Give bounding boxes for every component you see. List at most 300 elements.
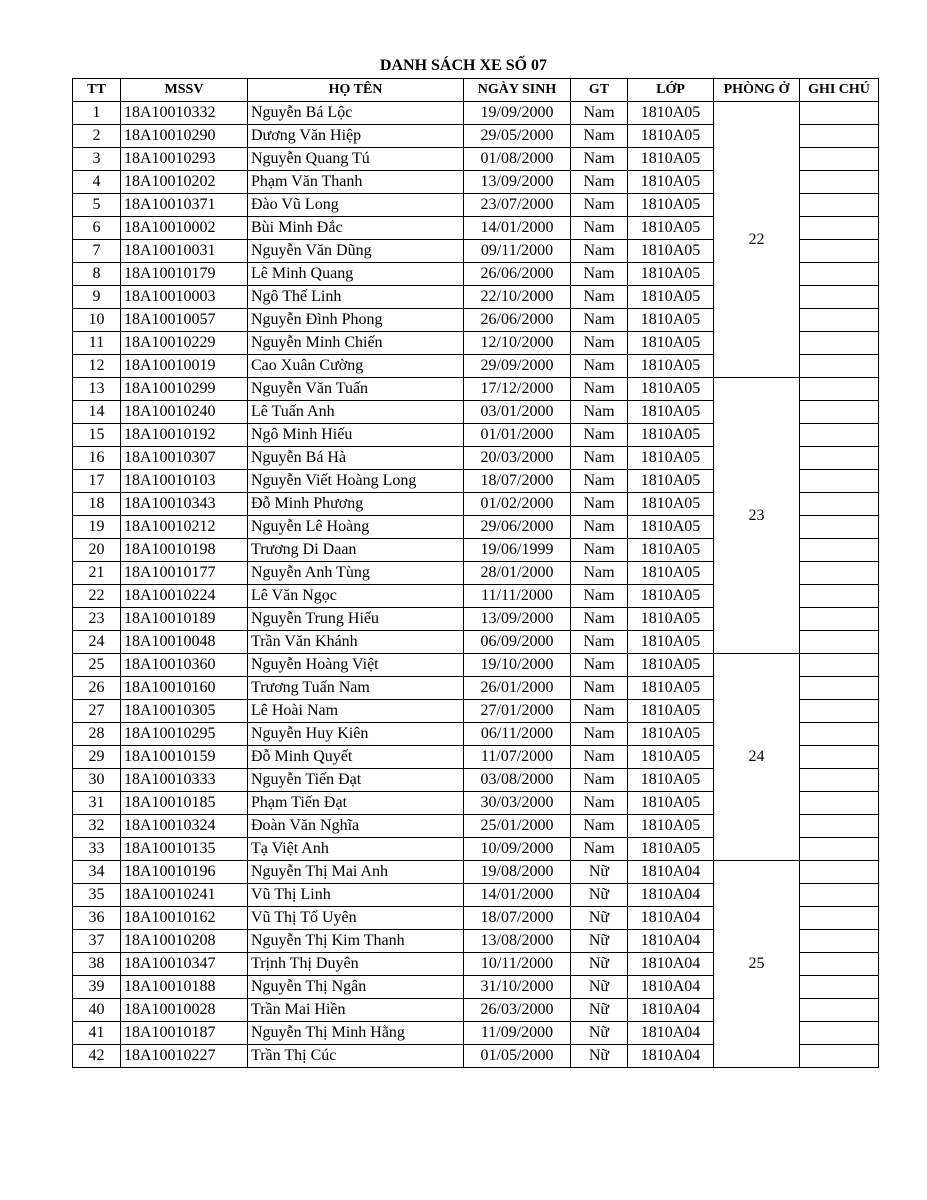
cell-mssv: 18A10010290 xyxy=(121,125,248,148)
cell-gt: Nữ xyxy=(571,953,628,976)
cell-gt: Nam xyxy=(571,654,628,677)
cell-tt: 27 xyxy=(73,700,121,723)
cell-tt: 24 xyxy=(73,631,121,654)
cell-ghi-chu xyxy=(800,677,879,700)
cell-mssv: 18A10010227 xyxy=(121,1045,248,1068)
cell-gt: Nam xyxy=(571,148,628,171)
cell-tt: 39 xyxy=(73,976,121,999)
cell-ngay-sinh: 03/01/2000 xyxy=(464,401,571,424)
cell-lop: 1810A05 xyxy=(628,838,714,861)
cell-tt: 17 xyxy=(73,470,121,493)
cell-gt: Nam xyxy=(571,240,628,263)
cell-ngay-sinh: 01/05/2000 xyxy=(464,1045,571,1068)
cell-gt: Nam xyxy=(571,746,628,769)
cell-ngay-sinh: 10/09/2000 xyxy=(464,838,571,861)
cell-tt: 15 xyxy=(73,424,121,447)
table-body xyxy=(73,102,879,1068)
cell-ghi-chu xyxy=(800,907,879,930)
table-row xyxy=(73,654,879,677)
cell-lop: 1810A05 xyxy=(628,585,714,608)
cell-ngay-sinh: 20/03/2000 xyxy=(464,447,571,470)
cell-ngay-sinh: 27/01/2000 xyxy=(464,700,571,723)
cell-ho-ten: Bùi Minh Đắc xyxy=(248,217,464,240)
cell-lop: 1810A05 xyxy=(628,217,714,240)
cell-ngay-sinh: 23/07/2000 xyxy=(464,194,571,217)
cell-tt: 31 xyxy=(73,792,121,815)
cell-ghi-chu xyxy=(800,378,879,401)
cell-ngay-sinh: 29/06/2000 xyxy=(464,516,571,539)
header-gt: GT xyxy=(571,79,628,102)
cell-ngay-sinh: 19/10/2000 xyxy=(464,654,571,677)
cell-mssv: 18A10010188 xyxy=(121,976,248,999)
cell-gt: Nam xyxy=(571,401,628,424)
cell-ho-ten: Nguyễn Bá Lộc xyxy=(248,102,464,125)
cell-ghi-chu xyxy=(800,953,879,976)
cell-mssv: 18A10010293 xyxy=(121,148,248,171)
cell-gt: Nam xyxy=(571,102,628,125)
cell-mssv: 18A10010187 xyxy=(121,1022,248,1045)
cell-mssv: 18A10010057 xyxy=(121,309,248,332)
cell-gt: Nữ xyxy=(571,861,628,884)
cell-gt: Nam xyxy=(571,700,628,723)
cell-ho-ten: Tạ Việt Anh xyxy=(248,838,464,861)
cell-ghi-chu xyxy=(800,516,879,539)
cell-lop: 1810A05 xyxy=(628,562,714,585)
cell-ngay-sinh: 11/11/2000 xyxy=(464,585,571,608)
cell-gt: Nam xyxy=(571,355,628,378)
cell-ho-ten: Nguyễn Thị Kim Thanh xyxy=(248,930,464,953)
header-phong-o: PHÒNG Ở xyxy=(714,79,800,102)
cell-ngay-sinh: 09/11/2000 xyxy=(464,240,571,263)
cell-mssv: 18A10010179 xyxy=(121,263,248,286)
cell-lop: 1810A05 xyxy=(628,700,714,723)
cell-mssv: 18A10010192 xyxy=(121,424,248,447)
cell-ho-ten: Vũ Thị Tố Uyên xyxy=(248,907,464,930)
cell-mssv: 18A10010003 xyxy=(121,286,248,309)
cell-ho-ten: Nguyễn Thị Minh Hằng xyxy=(248,1022,464,1045)
cell-lop: 1810A05 xyxy=(628,309,714,332)
cell-phong-o: 22 xyxy=(714,102,800,378)
cell-tt: 2 xyxy=(73,125,121,148)
cell-mssv: 18A10010196 xyxy=(121,861,248,884)
cell-ho-ten: Ngô Minh Hiếu xyxy=(248,424,464,447)
cell-tt: 33 xyxy=(73,838,121,861)
cell-ho-ten: Nguyễn Trung Hiếu xyxy=(248,608,464,631)
cell-ngay-sinh: 26/06/2000 xyxy=(464,263,571,286)
cell-ho-ten: Trần Mai Hiền xyxy=(248,999,464,1022)
cell-mssv: 18A10010299 xyxy=(121,378,248,401)
cell-mssv: 18A10010332 xyxy=(121,102,248,125)
cell-tt: 18 xyxy=(73,493,121,516)
cell-ho-ten: Nguyễn Bá Hà xyxy=(248,447,464,470)
cell-gt: Nữ xyxy=(571,907,628,930)
cell-ghi-chu xyxy=(800,447,879,470)
cell-ho-ten: Trần Văn Khánh xyxy=(248,631,464,654)
cell-tt: 4 xyxy=(73,171,121,194)
cell-ghi-chu xyxy=(800,585,879,608)
cell-ngay-sinh: 29/05/2000 xyxy=(464,125,571,148)
cell-lop: 1810A05 xyxy=(628,125,714,148)
cell-tt: 42 xyxy=(73,1045,121,1068)
cell-ho-ten: Lê Tuấn Anh xyxy=(248,401,464,424)
cell-ngay-sinh: 18/07/2000 xyxy=(464,470,571,493)
cell-gt: Nữ xyxy=(571,1022,628,1045)
cell-gt: Nam xyxy=(571,424,628,447)
cell-ho-ten: Đoàn Văn Nghĩa xyxy=(248,815,464,838)
cell-mssv: 18A10010307 xyxy=(121,447,248,470)
cell-tt: 22 xyxy=(73,585,121,608)
cell-lop: 1810A05 xyxy=(628,493,714,516)
cell-mssv: 18A10010212 xyxy=(121,516,248,539)
cell-ngay-sinh: 01/02/2000 xyxy=(464,493,571,516)
cell-mssv: 18A10010135 xyxy=(121,838,248,861)
cell-ghi-chu xyxy=(800,355,879,378)
cell-tt: 16 xyxy=(73,447,121,470)
cell-ho-ten: Nguyễn Minh Chiến xyxy=(248,332,464,355)
cell-mssv: 18A10010177 xyxy=(121,562,248,585)
cell-ho-ten: Nguyễn Thị Mai Anh xyxy=(248,861,464,884)
cell-ngay-sinh: 25/01/2000 xyxy=(464,815,571,838)
cell-tt: 7 xyxy=(73,240,121,263)
cell-tt: 40 xyxy=(73,999,121,1022)
cell-tt: 36 xyxy=(73,907,121,930)
cell-lop: 1810A05 xyxy=(628,631,714,654)
cell-mssv: 18A10010371 xyxy=(121,194,248,217)
cell-tt: 26 xyxy=(73,677,121,700)
table-row xyxy=(73,102,879,125)
cell-tt: 8 xyxy=(73,263,121,286)
cell-gt: Nam xyxy=(571,838,628,861)
cell-phong-o: 24 xyxy=(714,654,800,861)
cell-ngay-sinh: 11/09/2000 xyxy=(464,1022,571,1045)
cell-ghi-chu xyxy=(800,608,879,631)
cell-lop: 1810A05 xyxy=(628,378,714,401)
cell-gt: Nam xyxy=(571,631,628,654)
cell-ho-ten: Nguyễn Quang Tú xyxy=(248,148,464,171)
cell-lop: 1810A05 xyxy=(628,470,714,493)
cell-lop: 1810A05 xyxy=(628,746,714,769)
cell-ngay-sinh: 19/08/2000 xyxy=(464,861,571,884)
cell-ghi-chu xyxy=(800,1022,879,1045)
cell-gt: Nam xyxy=(571,539,628,562)
cell-ho-ten: Trương Tuấn Nam xyxy=(248,677,464,700)
cell-ho-ten: Nguyễn Huy Kiên xyxy=(248,723,464,746)
cell-gt: Nữ xyxy=(571,999,628,1022)
cell-ghi-chu xyxy=(800,539,879,562)
cell-tt: 34 xyxy=(73,861,121,884)
cell-ngay-sinh: 01/01/2000 xyxy=(464,424,571,447)
cell-ho-ten: Nguyễn Anh Tùng xyxy=(248,562,464,585)
cell-mssv: 18A10010241 xyxy=(121,884,248,907)
cell-ho-ten: Trần Thị Cúc xyxy=(248,1045,464,1068)
cell-lop: 1810A04 xyxy=(628,930,714,953)
cell-tt: 14 xyxy=(73,401,121,424)
cell-ghi-chu xyxy=(800,723,879,746)
cell-ghi-chu xyxy=(800,999,879,1022)
cell-ngay-sinh: 06/11/2000 xyxy=(464,723,571,746)
cell-tt: 21 xyxy=(73,562,121,585)
cell-ngay-sinh: 26/06/2000 xyxy=(464,309,571,332)
cell-ho-ten: Trương Di Daan xyxy=(248,539,464,562)
cell-gt: Nam xyxy=(571,792,628,815)
cell-gt: Nam xyxy=(571,493,628,516)
cell-mssv: 18A10010202 xyxy=(121,171,248,194)
cell-ngay-sinh: 17/12/2000 xyxy=(464,378,571,401)
cell-gt: Nam xyxy=(571,263,628,286)
cell-ho-ten: Nguyễn Văn Dũng xyxy=(248,240,464,263)
header-row xyxy=(73,79,879,102)
cell-lop: 1810A04 xyxy=(628,1022,714,1045)
cell-ghi-chu xyxy=(800,171,879,194)
cell-gt: Nam xyxy=(571,286,628,309)
cell-lop: 1810A05 xyxy=(628,516,714,539)
cell-ghi-chu xyxy=(800,838,879,861)
cell-tt: 6 xyxy=(73,217,121,240)
cell-lop: 1810A05 xyxy=(628,286,714,309)
cell-gt: Nữ xyxy=(571,930,628,953)
cell-mssv: 18A10010198 xyxy=(121,539,248,562)
cell-ghi-chu xyxy=(800,148,879,171)
cell-ghi-chu xyxy=(800,884,879,907)
cell-gt: Nam xyxy=(571,171,628,194)
cell-lop: 1810A05 xyxy=(628,102,714,125)
cell-ngay-sinh: 29/09/2000 xyxy=(464,355,571,378)
cell-ghi-chu xyxy=(800,493,879,516)
cell-lop: 1810A04 xyxy=(628,1045,714,1068)
cell-ghi-chu xyxy=(800,424,879,447)
cell-ngay-sinh: 26/01/2000 xyxy=(464,677,571,700)
cell-ngay-sinh: 19/09/2000 xyxy=(464,102,571,125)
cell-phong-o: 23 xyxy=(714,378,800,654)
cell-ho-ten: Nguyễn Thị Ngân xyxy=(248,976,464,999)
cell-ngay-sinh: 11/07/2000 xyxy=(464,746,571,769)
cell-gt: Nam xyxy=(571,585,628,608)
cell-mssv: 18A10010333 xyxy=(121,769,248,792)
cell-ghi-chu xyxy=(800,769,879,792)
cell-ho-ten: Cao Xuân Cường xyxy=(248,355,464,378)
cell-gt: Nam xyxy=(571,608,628,631)
cell-ghi-chu xyxy=(800,1045,879,1068)
cell-ngay-sinh: 03/08/2000 xyxy=(464,769,571,792)
cell-lop: 1810A04 xyxy=(628,953,714,976)
cell-ngay-sinh: 26/03/2000 xyxy=(464,999,571,1022)
cell-ho-ten: Trịnh Thị Duyên xyxy=(248,953,464,976)
cell-mssv: 18A10010347 xyxy=(121,953,248,976)
cell-mssv: 18A10010360 xyxy=(121,654,248,677)
header-ghi-chu: GHI CHÚ xyxy=(800,79,879,102)
cell-ghi-chu xyxy=(800,792,879,815)
table-row xyxy=(73,861,879,884)
cell-gt: Nam xyxy=(571,516,628,539)
cell-ngay-sinh: 12/10/2000 xyxy=(464,332,571,355)
cell-gt: Nam xyxy=(571,447,628,470)
cell-lop: 1810A05 xyxy=(628,424,714,447)
cell-tt: 38 xyxy=(73,953,121,976)
cell-ho-ten: Đỗ Minh Phương xyxy=(248,493,464,516)
cell-ghi-chu xyxy=(800,194,879,217)
cell-ngay-sinh: 01/08/2000 xyxy=(464,148,571,171)
cell-lop: 1810A04 xyxy=(628,907,714,930)
cell-ho-ten: Nguyễn Viết Hoàng Long xyxy=(248,470,464,493)
cell-ngay-sinh: 19/06/1999 xyxy=(464,539,571,562)
student-table xyxy=(72,78,879,1068)
cell-lop: 1810A05 xyxy=(628,148,714,171)
cell-gt: Nữ xyxy=(571,1045,628,1068)
cell-tt: 9 xyxy=(73,286,121,309)
table-row xyxy=(73,378,879,401)
page-title: DANH SÁCH XE SỐ 07 xyxy=(379,57,548,74)
cell-lop: 1810A05 xyxy=(628,539,714,562)
cell-tt: 13 xyxy=(73,378,121,401)
cell-phong-o: 25 xyxy=(714,861,800,1068)
cell-ho-ten: Dương Văn Hiệp xyxy=(248,125,464,148)
cell-ghi-chu xyxy=(800,401,879,424)
cell-ghi-chu xyxy=(800,470,879,493)
cell-ho-ten: Nguyễn Tiến Đạt xyxy=(248,769,464,792)
cell-lop: 1810A05 xyxy=(628,355,714,378)
cell-ho-ten: Nguyễn Văn Tuấn xyxy=(248,378,464,401)
cell-tt: 30 xyxy=(73,769,121,792)
cell-ngay-sinh: 18/07/2000 xyxy=(464,907,571,930)
cell-tt: 19 xyxy=(73,516,121,539)
cell-tt: 20 xyxy=(73,539,121,562)
cell-gt: Nam xyxy=(571,125,628,148)
cell-ngay-sinh: 13/08/2000 xyxy=(464,930,571,953)
cell-gt: Nam xyxy=(571,332,628,355)
cell-ngay-sinh: 14/01/2000 xyxy=(464,217,571,240)
cell-ho-ten: Đào Vũ Long xyxy=(248,194,464,217)
cell-lop: 1810A04 xyxy=(628,999,714,1022)
cell-gt: Nam xyxy=(571,723,628,746)
cell-mssv: 18A10010324 xyxy=(121,815,248,838)
cell-ghi-chu xyxy=(800,930,879,953)
cell-mssv: 18A10010305 xyxy=(121,700,248,723)
cell-tt: 29 xyxy=(73,746,121,769)
cell-ngay-sinh: 22/10/2000 xyxy=(464,286,571,309)
cell-gt: Nam xyxy=(571,562,628,585)
cell-lop: 1810A04 xyxy=(628,861,714,884)
cell-mssv: 18A10010224 xyxy=(121,585,248,608)
cell-ghi-chu xyxy=(800,815,879,838)
cell-tt: 28 xyxy=(73,723,121,746)
cell-gt: Nam xyxy=(571,309,628,332)
cell-tt: 3 xyxy=(73,148,121,171)
cell-tt: 25 xyxy=(73,654,121,677)
cell-ngay-sinh: 13/09/2000 xyxy=(464,608,571,631)
cell-gt: Nam xyxy=(571,378,628,401)
cell-ho-ten: Lê Hoài Nam xyxy=(248,700,464,723)
cell-ghi-chu xyxy=(800,240,879,263)
cell-lop: 1810A05 xyxy=(628,263,714,286)
cell-tt: 10 xyxy=(73,309,121,332)
cell-ngay-sinh: 06/09/2000 xyxy=(464,631,571,654)
cell-ghi-chu xyxy=(800,309,879,332)
cell-ho-ten: Ngô Thế Linh xyxy=(248,286,464,309)
cell-ghi-chu xyxy=(800,263,879,286)
cell-mssv: 18A10010208 xyxy=(121,930,248,953)
cell-gt: Nam xyxy=(571,769,628,792)
cell-ghi-chu xyxy=(800,217,879,240)
cell-ngay-sinh: 28/01/2000 xyxy=(464,562,571,585)
cell-ho-ten: Lê Văn Ngọc xyxy=(248,585,464,608)
cell-ho-ten: Đỗ Minh Quyết xyxy=(248,746,464,769)
cell-mssv: 18A10010162 xyxy=(121,907,248,930)
cell-mssv: 18A10010019 xyxy=(121,355,248,378)
cell-ghi-chu xyxy=(800,332,879,355)
cell-gt: Nữ xyxy=(571,976,628,999)
cell-tt: 11 xyxy=(73,332,121,355)
cell-lop: 1810A05 xyxy=(628,677,714,700)
cell-mssv: 18A10010159 xyxy=(121,746,248,769)
cell-ngay-sinh: 30/03/2000 xyxy=(464,792,571,815)
cell-ho-ten: Lê Minh Quang xyxy=(248,263,464,286)
cell-tt: 41 xyxy=(73,1022,121,1045)
cell-tt: 12 xyxy=(73,355,121,378)
cell-mssv: 18A10010028 xyxy=(121,999,248,1022)
cell-ghi-chu xyxy=(800,125,879,148)
cell-lop: 1810A05 xyxy=(628,654,714,677)
cell-lop: 1810A04 xyxy=(628,976,714,999)
cell-gt: Nam xyxy=(571,217,628,240)
cell-tt: 5 xyxy=(73,194,121,217)
cell-ho-ten: Nguyễn Đình Phong xyxy=(248,309,464,332)
cell-mssv: 18A10010048 xyxy=(121,631,248,654)
cell-gt: Nam xyxy=(571,677,628,700)
cell-lop: 1810A05 xyxy=(628,769,714,792)
cell-mssv: 18A10010185 xyxy=(121,792,248,815)
cell-mssv: 18A10010189 xyxy=(121,608,248,631)
cell-lop: 1810A05 xyxy=(628,401,714,424)
cell-gt: Nữ xyxy=(571,884,628,907)
cell-tt: 1 xyxy=(73,102,121,125)
cell-tt: 37 xyxy=(73,930,121,953)
cell-lop: 1810A05 xyxy=(628,815,714,838)
header-mssv: MSSV xyxy=(121,79,248,102)
cell-ghi-chu xyxy=(800,102,879,125)
cell-tt: 23 xyxy=(73,608,121,631)
cell-ghi-chu xyxy=(800,654,879,677)
cell-gt: Nam xyxy=(571,470,628,493)
cell-mssv: 18A10010240 xyxy=(121,401,248,424)
cell-lop: 1810A05 xyxy=(628,723,714,746)
cell-ghi-chu xyxy=(800,700,879,723)
cell-lop: 1810A05 xyxy=(628,332,714,355)
header-ngay-sinh: NGÀY SINH xyxy=(464,79,571,102)
cell-gt: Nam xyxy=(571,815,628,838)
header-tt: TT xyxy=(73,79,121,102)
cell-mssv: 18A10010103 xyxy=(121,470,248,493)
header-ho-ten: HỌ TÊN xyxy=(248,79,464,102)
cell-ho-ten: Phạm Tiến Đạt xyxy=(248,792,464,815)
cell-lop: 1810A05 xyxy=(628,240,714,263)
cell-lop: 1810A05 xyxy=(628,194,714,217)
cell-ngay-sinh: 13/09/2000 xyxy=(464,171,571,194)
cell-mssv: 18A10010031 xyxy=(121,240,248,263)
cell-ho-ten: Nguyễn Lê Hoàng xyxy=(248,516,464,539)
cell-tt: 35 xyxy=(73,884,121,907)
cell-ghi-chu xyxy=(800,562,879,585)
cell-lop: 1810A05 xyxy=(628,792,714,815)
cell-ghi-chu xyxy=(800,286,879,309)
cell-lop: 1810A05 xyxy=(628,608,714,631)
cell-mssv: 18A10010343 xyxy=(121,493,248,516)
cell-ghi-chu xyxy=(800,631,879,654)
cell-ho-ten: Phạm Văn Thanh xyxy=(248,171,464,194)
cell-ghi-chu xyxy=(800,976,879,999)
header-lop: LỚP xyxy=(628,79,714,102)
cell-ho-ten: Vũ Thị Linh xyxy=(248,884,464,907)
cell-mssv: 18A10010229 xyxy=(121,332,248,355)
